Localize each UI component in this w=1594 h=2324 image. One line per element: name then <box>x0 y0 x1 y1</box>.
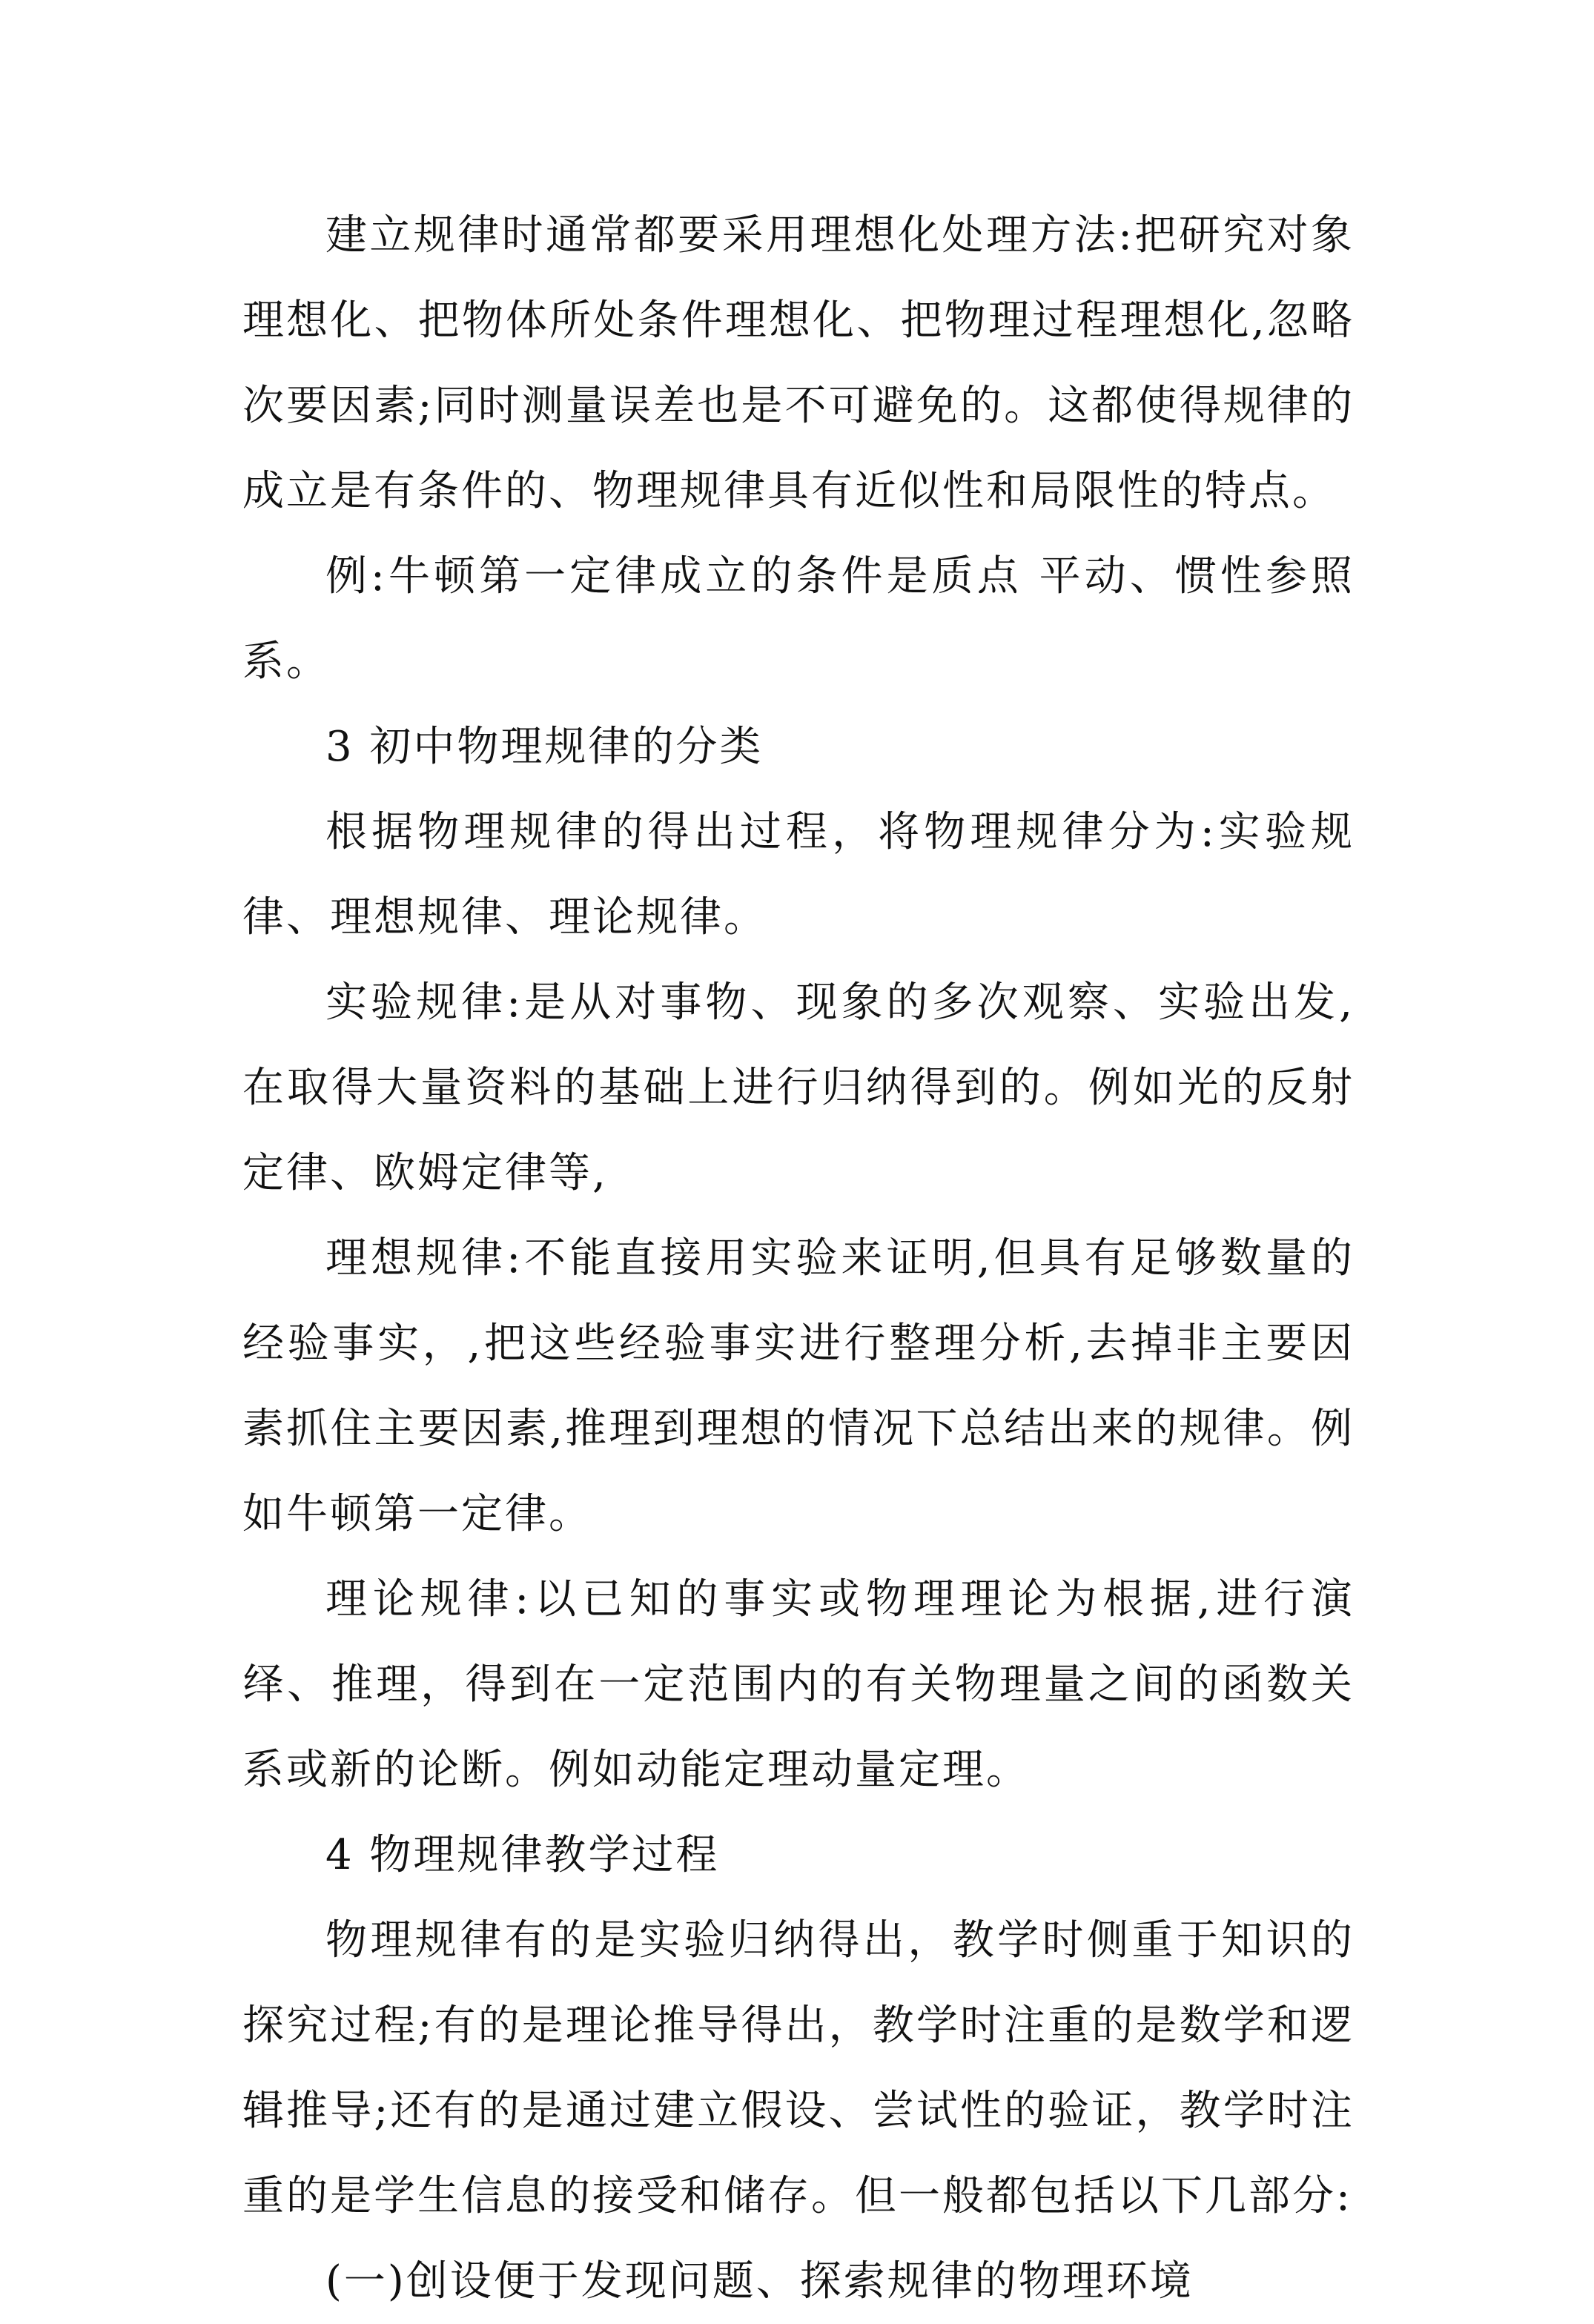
paragraph-idealization: 建立规律时通常都要采用理想化处理方法:把研究对象理想化、把物体所处条件理想化、把物理过程理想化,忽略次要因素;同时测量误差也是不可避免的。这都使得规律的成立是有条件的、物理规律具有近似性和局限性的特点。 <box>242 211 1355 515</box>
paragraph-classification-intro: 根据物理规律的得出过程，将物理规律分为:实验规律、理想规律、理论规律。 <box>242 808 1355 941</box>
paragraph-theoretical-law: 理论规律:以已知的事实或物理理论为根据,进行演绎、推理，得到在一定范围内的有关物理量之间的函数关系或新的论断。例如动能定理动量定理。 <box>242 1575 1355 1794</box>
section-heading-teaching-process: 4 物理规律教学过程 <box>325 1831 720 1879</box>
paragraph-experimental-law: 实验规律:是从对事物、现象的多次观察、实验出发,在取得大量资料的基础上进行归纳得到的。例如光的反射定律、欧姆定律等, <box>242 979 1355 1197</box>
document-body <box>242 193 1355 2324</box>
section-heading-classification: 3 初中物理规律的分类 <box>325 723 764 771</box>
paragraph-newton-first-law-example: 例:牛顿第一定律成立的条件是质点 平动、惯性参照系。 <box>242 552 1355 686</box>
subheading-create-environment: (一)创设便于发现问题、探索规律的物理环境 <box>325 2257 1194 2305</box>
paragraph-ideal-law: 理想规律:不能直接用实验来证明,但具有足够数量的经验事实，,把这些经验事实进行整理分析,去掉非主要因素抓住主要因素,推理到理想的情况下总结出来的规律。例如牛顿第一定律。 <box>242 1234 1355 1538</box>
paragraph-teaching-process: 物理规律有的是实验归纳得出，教学时侧重于知识的探究过程;有的是理论推导得出，教学时注重的是数学和逻辑推导;还有的是通过建立假设、尝试性的验证，教学时注重的是学生信息的接受和储存。但一般都包括以下几部分: <box>242 1916 1355 2220</box>
